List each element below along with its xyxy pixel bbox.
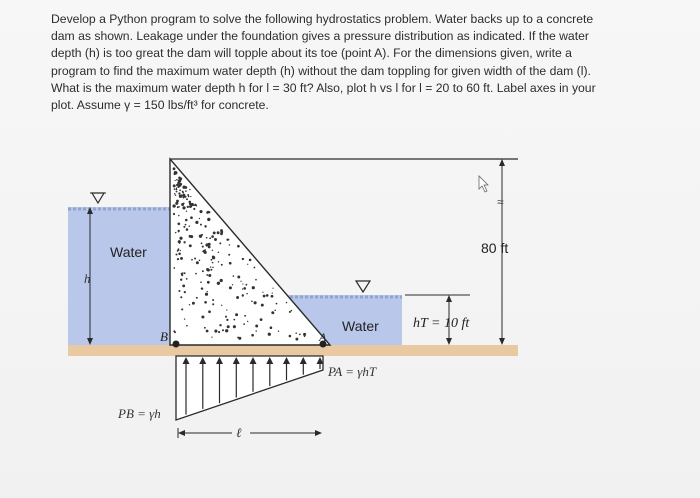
concrete-speckle [199, 218, 200, 219]
concrete-speckle [189, 304, 190, 305]
ht-label: hT = 10 ft [413, 316, 470, 331]
concrete-speckle [182, 206, 185, 209]
concrete-speckle [229, 286, 232, 289]
concrete-speckle [251, 334, 254, 337]
concrete-speckle [227, 325, 230, 328]
concrete-speckle [233, 325, 236, 328]
concrete-speckle [173, 267, 175, 269]
concrete-speckle [276, 303, 278, 305]
concrete-speckle [242, 294, 244, 296]
concrete-speckle [201, 315, 204, 318]
concrete-speckle [228, 239, 230, 241]
concrete-speckle [303, 333, 306, 336]
point-b [173, 341, 180, 348]
concrete-speckle [173, 330, 175, 332]
concrete-speckle [237, 276, 240, 279]
concrete-speckle [261, 304, 264, 307]
concrete-speckle [190, 216, 193, 219]
right-water-label: Water [342, 318, 379, 334]
concrete-speckle [178, 192, 180, 194]
concrete-speckle [240, 281, 241, 282]
concrete-speckle [208, 274, 211, 277]
concrete-speckle [204, 225, 206, 227]
pa-label: PA = γhT [328, 364, 377, 379]
right-surface-marker [356, 281, 370, 292]
concrete-speckle [184, 291, 186, 293]
concrete-speckle [278, 330, 279, 331]
concrete-speckle [289, 311, 291, 313]
concrete-speckle [194, 204, 196, 206]
problem-line: depth (h) is too great the dam will topple about its toe (point A). For the dimensions given, write a [51, 46, 572, 61]
concrete-speckle [201, 287, 203, 289]
concrete-speckle [185, 224, 187, 226]
concrete-speckle [295, 332, 297, 334]
width-arrow-right [315, 430, 322, 436]
concrete-speckle [207, 218, 210, 221]
width-arrow-left [178, 430, 185, 436]
concrete-speckle [210, 259, 212, 261]
concrete-speckle [205, 243, 208, 246]
ht-arrow-top [446, 295, 452, 302]
concrete-speckle [199, 235, 202, 238]
problem-line: plot. Assume γ = 150 lbs/ft³ for concrete. [51, 98, 269, 113]
concrete-speckle [251, 300, 253, 302]
concrete-speckle [219, 324, 221, 326]
concrete-speckle [271, 295, 274, 298]
concrete-speckle [233, 275, 235, 277]
concrete-speckle [254, 267, 256, 269]
concrete-speckle [244, 315, 246, 317]
concrete-speckle [201, 242, 203, 244]
concrete-speckle [246, 284, 248, 286]
concrete-speckle [218, 251, 220, 253]
concrete-speckle [208, 310, 211, 313]
concrete-speckle [189, 205, 192, 208]
concrete-speckle [182, 285, 185, 288]
concrete-speckle [208, 246, 211, 249]
concrete-speckle [179, 183, 182, 186]
height-arrow-top [499, 159, 505, 166]
concrete-speckle [174, 188, 176, 190]
concrete-speckle [183, 194, 186, 197]
concrete-speckle [177, 222, 180, 225]
concrete-speckle [272, 292, 273, 293]
ht-arrow-bottom [446, 338, 452, 345]
height-break-mark: ≈ [497, 195, 504, 209]
concrete-speckle [187, 206, 189, 208]
concrete-speckle [180, 250, 181, 251]
concrete-speckle [262, 292, 263, 293]
concrete-speckle [254, 301, 257, 304]
concrete-speckle [182, 196, 184, 198]
concrete-speckle [186, 325, 188, 327]
concrete-speckle [196, 261, 199, 264]
concrete-speckle [247, 321, 248, 322]
problem-line: dam as shown. Leakage under the foundation gives a pressure distribution as indicated. If the water [51, 29, 589, 44]
concrete-speckle [177, 258, 179, 260]
concrete-speckle [181, 274, 183, 276]
concrete-speckle [255, 330, 257, 332]
concrete-speckle [184, 318, 185, 319]
concrete-speckle [189, 189, 190, 190]
concrete-speckle [192, 302, 195, 305]
concrete-speckle [242, 258, 244, 260]
concrete-speckle [174, 180, 175, 181]
concrete-speckle [179, 189, 181, 191]
concrete-speckle [204, 250, 206, 252]
concrete-speckle [222, 329, 224, 331]
problem-line: What is the maximum water depth h for l = 30 ft? Also, plot h vs l for l = 20 to 60 ft. Label axes in your [51, 80, 596, 95]
concrete-speckle [299, 334, 301, 336]
concrete-speckle [178, 215, 179, 216]
concrete-speckle [209, 237, 211, 239]
concrete-speckle [190, 196, 191, 197]
problem-line: program to find the maximum water depth (h) without the dam toppling for given width of the dam (l). [51, 63, 591, 78]
concrete-speckle [206, 274, 208, 276]
concrete-speckle [186, 211, 187, 212]
concrete-speckle [218, 331, 220, 333]
concrete-speckle [212, 250, 213, 251]
concrete-speckle [274, 309, 276, 311]
concrete-speckle [185, 190, 187, 192]
concrete-speckle [237, 245, 240, 248]
concrete-speckle [180, 296, 182, 298]
concrete-speckle [212, 303, 214, 305]
height-label: 80 ft [481, 240, 509, 256]
concrete-speckle [190, 235, 193, 238]
concrete-speckle [249, 259, 252, 262]
concrete-speckle [183, 202, 185, 204]
concrete-speckle [173, 167, 175, 169]
concrete-speckle [176, 191, 178, 193]
concrete-speckle [195, 273, 197, 275]
concrete-speckle [175, 194, 177, 196]
left-surface-marker [92, 193, 104, 203]
concrete-speckle [178, 248, 179, 249]
concrete-speckle [189, 244, 192, 247]
concrete-speckle [207, 291, 208, 292]
concrete-speckle [219, 242, 221, 244]
concrete-speckle [206, 237, 208, 239]
concrete-speckle [189, 225, 191, 227]
concrete-speckle [200, 281, 202, 283]
concrete-speckle [175, 232, 176, 233]
concrete-speckle [228, 254, 230, 256]
concrete-speckle [220, 232, 223, 235]
concrete-speckle [208, 211, 210, 213]
concrete-speckle [217, 231, 220, 234]
concrete-speckle [217, 282, 220, 285]
concrete-speckle [214, 238, 217, 241]
concrete-speckle [246, 293, 248, 295]
concrete-speckle [204, 327, 206, 329]
concrete-speckle [233, 319, 235, 321]
concrete-speckle [214, 330, 217, 333]
concrete-speckle [255, 325, 258, 328]
concrete-speckle [221, 264, 223, 266]
concrete-speckle [205, 293, 208, 296]
concrete-speckle [186, 198, 188, 200]
width-label: ℓ [236, 425, 242, 440]
concrete-speckle [286, 302, 287, 303]
concrete-speckle [186, 228, 189, 231]
concrete-speckle [304, 336, 305, 337]
concrete-speckle [180, 180, 182, 182]
concrete-speckle [181, 308, 183, 310]
concrete-speckle [186, 278, 188, 280]
concrete-speckle [229, 244, 230, 245]
concrete-speckle [226, 319, 228, 321]
left-water-label: Water [110, 244, 147, 260]
concrete-speckle [247, 264, 248, 265]
concrete-speckle [206, 330, 209, 333]
concrete-speckle [185, 219, 188, 222]
concrete-speckle [210, 269, 212, 271]
ground-strip [68, 345, 518, 356]
concrete-speckle [178, 290, 180, 292]
point-b-label: B [160, 329, 168, 344]
concrete-speckle [212, 262, 214, 264]
concrete-speckle [242, 288, 243, 289]
concrete-speckle [174, 193, 175, 194]
concrete-speckle [272, 288, 273, 289]
concrete-speckle [172, 204, 175, 207]
concrete-speckle [175, 202, 178, 205]
concrete-speckle [268, 333, 271, 336]
concrete-speckle [204, 301, 207, 304]
concrete-speckle [182, 191, 184, 193]
concrete-speckle [189, 203, 192, 206]
concrete-speckle [207, 281, 210, 284]
concrete-speckle [212, 299, 214, 301]
concrete-speckle [185, 186, 188, 189]
concrete-speckle [242, 283, 243, 284]
concrete-speckle [178, 230, 180, 232]
concrete-speckle [200, 224, 202, 226]
concrete-speckle [211, 336, 212, 337]
concrete-speckle [210, 266, 211, 267]
concrete-speckle [270, 326, 273, 329]
concrete-speckle [243, 323, 245, 325]
concrete-speckle [174, 171, 176, 173]
h-label: h [84, 271, 91, 286]
concrete-speckle [178, 206, 180, 208]
concrete-speckle [243, 287, 246, 290]
concrete-speckle [205, 249, 206, 250]
concrete-speckle [173, 213, 175, 215]
concrete-speckle [221, 305, 222, 306]
concrete-speckle [180, 257, 183, 260]
concrete-speckle [191, 259, 193, 261]
concrete-speckle [212, 256, 215, 259]
concrete-speckle [225, 329, 228, 332]
concrete-speckle [295, 338, 298, 341]
concrete-speckle [213, 231, 216, 234]
concrete-speckle [193, 208, 195, 210]
concrete-speckle [194, 258, 196, 260]
concrete-speckle [173, 184, 176, 187]
concrete-speckle [182, 272, 183, 273]
concrete-speckle [175, 188, 177, 190]
concrete-speckle [195, 221, 198, 224]
pb-label: PB = γh [118, 406, 161, 421]
concrete-speckle [255, 279, 257, 281]
concrete-speckle [211, 235, 214, 238]
problem-line: Develop a Python program to solve the following hydrostatics problem. Water backs up to a concrete [51, 12, 594, 26]
concrete-speckle [236, 296, 239, 299]
concrete-speckle [235, 313, 238, 316]
concrete-speckle [229, 262, 232, 265]
concrete-speckle [225, 316, 227, 318]
concrete-speckle [232, 284, 233, 285]
concrete-speckle [199, 210, 202, 213]
concrete-speckle [183, 241, 185, 243]
concrete-speckle [289, 335, 292, 338]
concrete-speckle [179, 237, 182, 240]
concrete-speckle [184, 272, 186, 274]
concrete-speckle [220, 279, 223, 282]
concrete-speckle [177, 186, 179, 188]
point-a-label: A [319, 330, 327, 344]
concrete-speckle [180, 279, 182, 281]
concrete-speckle [263, 295, 266, 298]
concrete-speckle [271, 311, 274, 314]
concrete-speckle [199, 260, 201, 262]
concrete-speckle [179, 195, 182, 198]
concrete-speckle [196, 297, 198, 299]
uplift-pressure-diagram [176, 356, 323, 420]
concrete-speckle [176, 179, 177, 180]
concrete-speckle [206, 268, 209, 271]
concrete-speckle [291, 310, 293, 312]
concrete-speckle [252, 286, 255, 289]
concrete-speckle [176, 184, 178, 186]
concrete-speckle [238, 337, 241, 340]
concrete-speckle [266, 294, 269, 297]
concrete-speckle [202, 246, 204, 248]
concrete-speckle [202, 270, 204, 272]
concrete-speckle [226, 309, 227, 310]
cursor-icon [479, 176, 488, 192]
concrete-speckle [175, 253, 177, 255]
concrete-speckle [212, 267, 213, 268]
concrete-speckle [187, 194, 189, 196]
dam-body [170, 159, 330, 345]
concrete-speckle [178, 253, 181, 256]
concrete-speckle [260, 318, 263, 321]
height-arrow-bottom [499, 338, 505, 345]
concrete-speckle [178, 240, 181, 243]
concrete-speckle [183, 226, 185, 228]
concrete-speckle [218, 261, 219, 262]
